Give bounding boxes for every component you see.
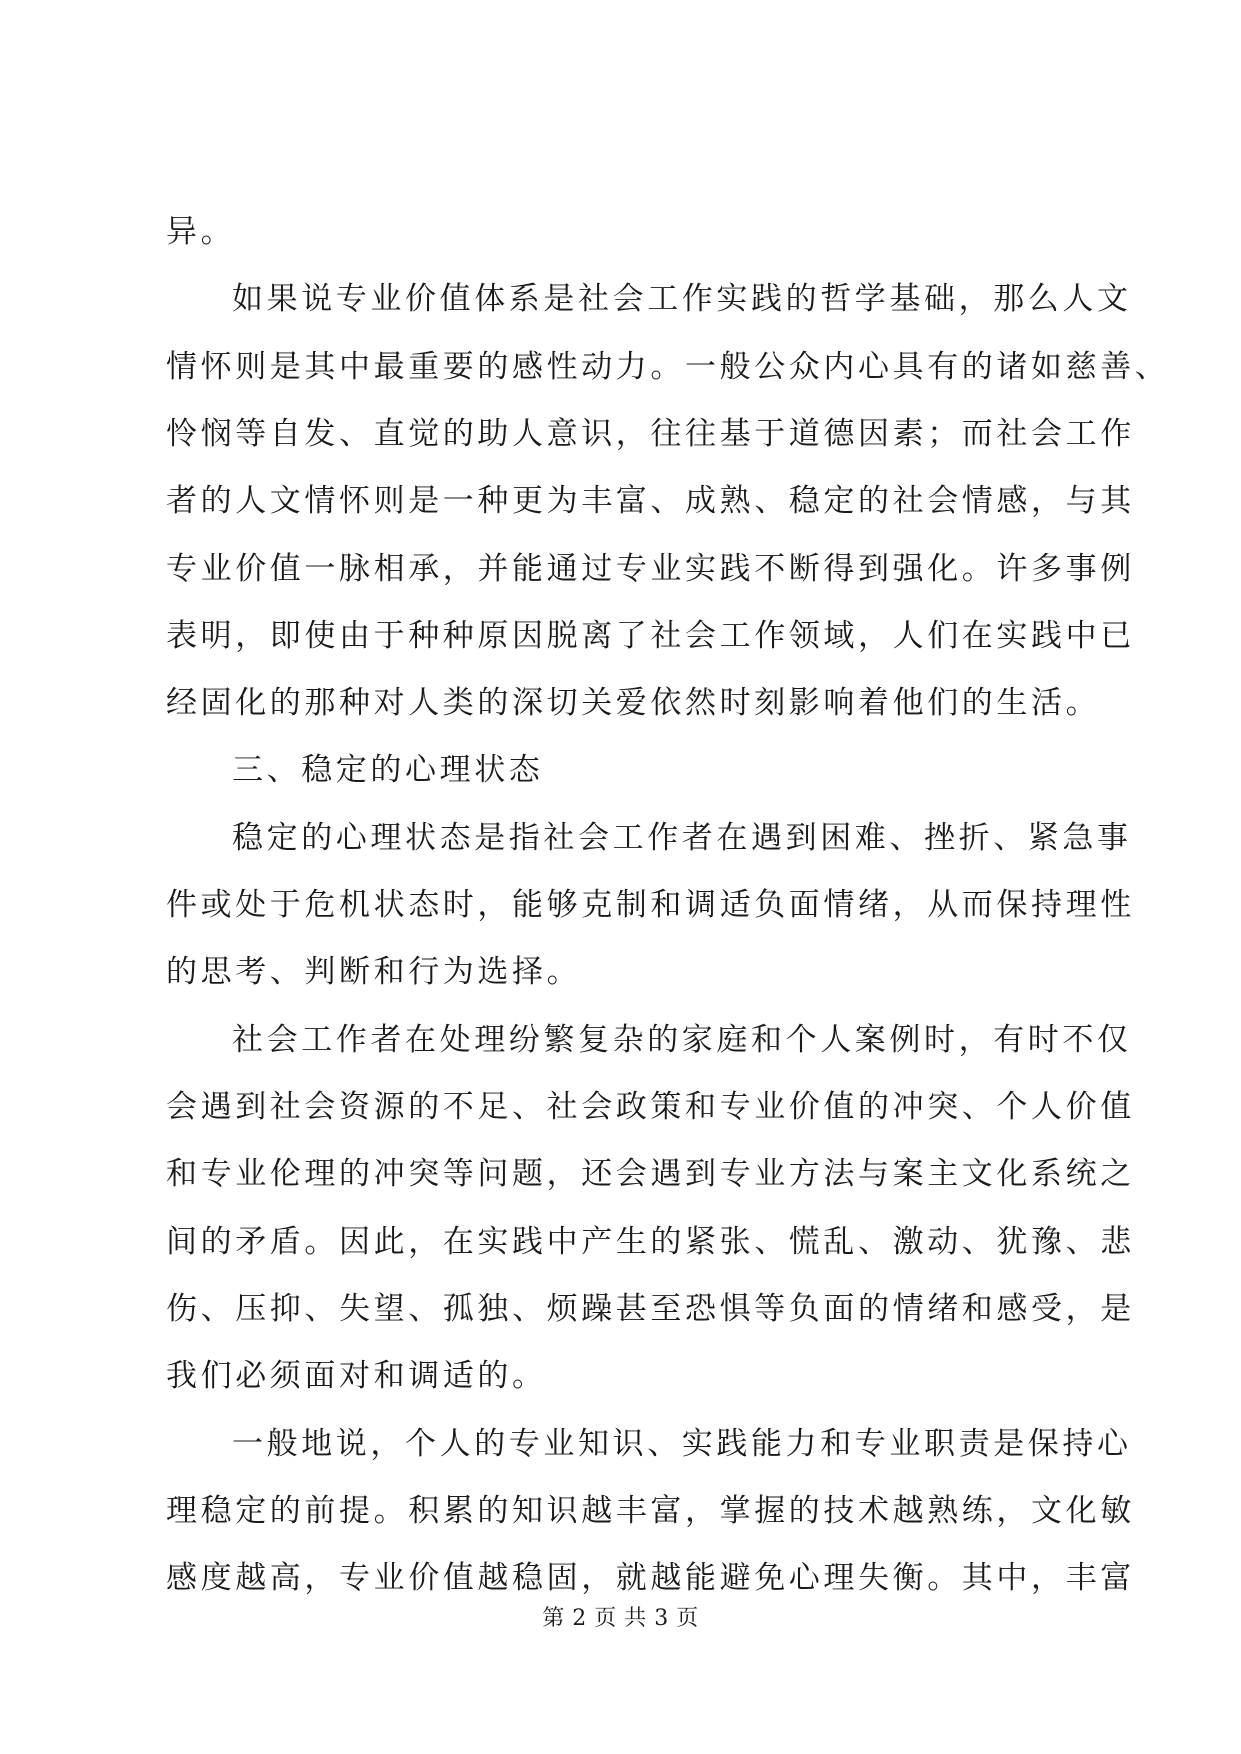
text-line-2: 如果说专业价值体系是社会工作实践的哲学基础，那么人文 [232,281,1132,317]
text-line-6: 专业价值一脉相承，并能通过专业实践不断得到强化。许多事例 [166,551,1135,587]
text-line-11: 件或处于危机状态时，能够克制和调适负面情绪，从而保持理性 [166,887,1135,923]
text-line-17: 伤、压抑、失望、孤独、烦躁甚至恐惧等负面的情绪和感受，是 [166,1291,1135,1327]
text-line-18: 我们必须面对和调适的。 [166,1358,547,1394]
text-line-10: 稳定的心理状态是指社会工作者在遇到困难、挫折、紧急事 [232,820,1132,856]
text-line-5: 者的人文情怀则是一种更为丰富、成熟、稳定的社会情感，与其 [166,483,1135,519]
text-line-4: 怜悯等自发、直觉的助人意识，往往基于道德因素；而社会工作 [166,416,1135,452]
section-heading: 三、稳定的心理状态 [232,752,544,788]
text-line-15: 和专业伦理的冲突等问题，还会遇到专业方法与案主文化系统之 [166,1156,1135,1192]
text-line-20: 理稳定的前提。积累的知识越丰富，掌握的技术越熟练，文化敏 [166,1493,1135,1529]
text-line-1: 异。 [166,214,236,250]
page-number-footer: 第 2 页 共 3 页 [542,1606,699,1631]
text-line-8: 经固化的那种对人类的深切关爱依然时刻影响着他们的生活。 [166,685,1101,721]
text-line-14: 会遇到社会资源的不足、社会政策和专业价值的冲突、个人价值 [166,1089,1135,1125]
text-line-16: 间的矛盾。因此，在实践中产生的紧张、慌乱、激动、犹豫、悲 [166,1224,1135,1260]
text-line-21: 感度越高，专业价值越稳固，就越能避免心理失衡。其中，丰富 [166,1560,1135,1596]
text-line-13: 社会工作者在处理纷繁复杂的家庭和个人案例时，有时不仅 [232,1022,1132,1058]
text-line-3: 情怀则是其中最重要的感性动力。一般公众内心具有的诸如慈善、 [166,349,1170,385]
text-line-19: 一般地说，个人的专业知识、实践能力和专业职责是保持心 [232,1426,1132,1462]
text-line-12: 的思考、判断和行为选择。 [166,954,582,990]
text-line-7: 表明，即使由于种种原因脱离了社会工作领域，人们在实践中已 [166,618,1135,654]
